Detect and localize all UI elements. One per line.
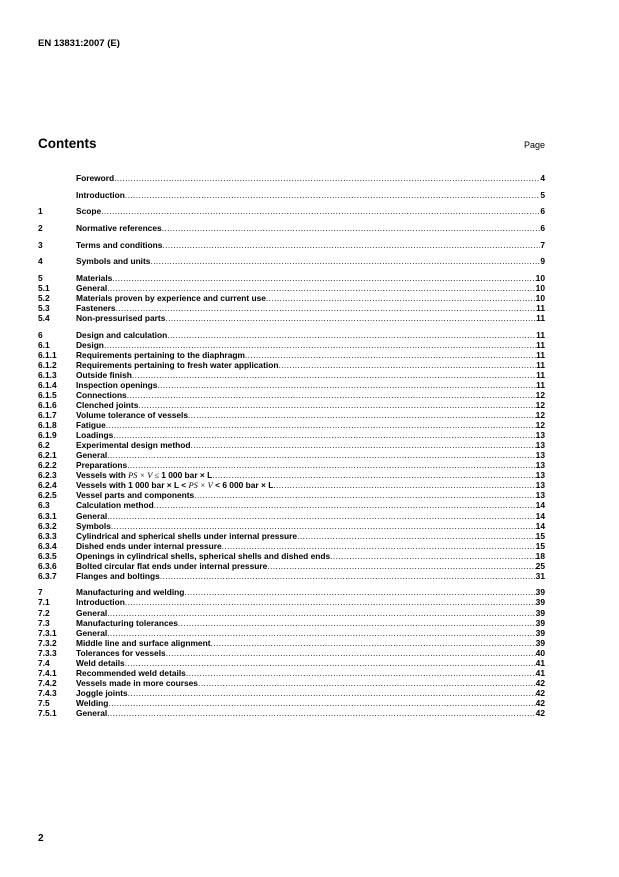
toc-entry-number: 5.1 bbox=[38, 282, 50, 293]
toc-entry[interactable] bbox=[38, 551, 545, 561]
toc-entry-page: 10 bbox=[535, 292, 545, 303]
toc-entry[interactable] bbox=[38, 303, 545, 313]
toc-entry-page: 7 bbox=[540, 239, 545, 250]
toc-entry-title: Outside finish bbox=[76, 369, 132, 380]
contents-title: Contents bbox=[38, 136, 97, 151]
dot-leader bbox=[266, 293, 536, 303]
toc-entry-page: 10 bbox=[535, 282, 545, 293]
toc-entry[interactable] bbox=[38, 698, 545, 708]
dot-leader bbox=[128, 688, 536, 698]
toc-entry-page: 10 bbox=[535, 272, 545, 283]
toc-entry-page: 14 bbox=[535, 500, 545, 511]
dot-leader bbox=[114, 173, 540, 183]
toc-entry-number: 6.2.4 bbox=[38, 480, 57, 491]
toc-entry-page: 42 bbox=[535, 687, 545, 698]
toc-entry-number: 6.1.3 bbox=[38, 369, 57, 380]
toc-entry[interactable] bbox=[38, 380, 545, 390]
toc-entry-page: 14 bbox=[535, 520, 545, 531]
dot-leader bbox=[245, 350, 536, 360]
toc-entry-page: 39 bbox=[535, 617, 545, 628]
toc-entry-title-math: PS × V bbox=[188, 481, 213, 491]
toc-entry-number: 6.2.5 bbox=[38, 490, 57, 501]
toc-entry-page: 11 bbox=[536, 349, 545, 360]
toc-entry-number: 7.5.1 bbox=[38, 708, 57, 718]
dot-leader bbox=[107, 608, 535, 618]
dot-leader bbox=[111, 521, 536, 531]
toc-entry-number: 6.1.5 bbox=[38, 389, 57, 400]
toc-entry-number: 7.3.1 bbox=[38, 627, 57, 638]
toc-entry-number: 7.4 bbox=[38, 657, 50, 668]
toc-entry-number: 4 bbox=[38, 256, 43, 267]
dot-leader bbox=[297, 531, 536, 541]
dot-leader bbox=[107, 511, 535, 521]
toc-entry[interactable] bbox=[38, 511, 545, 521]
dot-leader bbox=[106, 420, 536, 430]
toc-entry[interactable] bbox=[38, 531, 545, 541]
toc-entry-number: 6.3.3 bbox=[38, 530, 57, 541]
toc-entry[interactable] bbox=[38, 360, 545, 370]
toc-entry[interactable] bbox=[38, 340, 545, 350]
toc-entry-title: General bbox=[76, 510, 108, 521]
toc-entry-page: 13 bbox=[535, 480, 545, 491]
dot-leader bbox=[212, 470, 535, 480]
dot-leader bbox=[104, 340, 536, 350]
toc-entry-page: 39 bbox=[535, 587, 545, 598]
toc-entry-page: 12 bbox=[535, 420, 545, 431]
toc-entry-number: 6.1.1 bbox=[38, 349, 57, 360]
toc-entry-title: Fasteners bbox=[76, 302, 116, 313]
toc-entry-number: 6.3.4 bbox=[38, 540, 57, 551]
toc-entry-number: 6 bbox=[38, 329, 43, 340]
toc-entry[interactable] bbox=[38, 648, 545, 658]
toc-entry-title: Materials bbox=[76, 272, 113, 283]
toc-entry[interactable] bbox=[38, 678, 545, 688]
toc-entry-number: 7.3 bbox=[38, 617, 50, 628]
toc-entry-title: Joggle joints bbox=[76, 687, 128, 698]
toc-entry-title: General bbox=[76, 450, 108, 461]
dot-leader bbox=[113, 430, 535, 440]
toc-entry[interactable] bbox=[38, 618, 545, 628]
toc-entry-page: 14 bbox=[535, 510, 545, 521]
toc-entry[interactable] bbox=[38, 571, 545, 581]
toc-entry[interactable] bbox=[38, 668, 545, 678]
toc-entry-page: 4 bbox=[540, 173, 545, 183]
toc-entry-title: Welding bbox=[76, 697, 109, 708]
toc-entry-title: Recommended weld details bbox=[76, 667, 186, 678]
toc-entry-page: 11 bbox=[536, 339, 545, 350]
toc-entry-number: 7.4.2 bbox=[38, 677, 57, 688]
toc-entry-title: Design bbox=[76, 339, 104, 350]
toc-entry-title: General bbox=[76, 708, 108, 718]
dot-leader bbox=[101, 206, 540, 216]
toc-entry-title: Fatigue bbox=[76, 420, 106, 431]
table-of-contents bbox=[38, 173, 545, 718]
dot-leader bbox=[160, 571, 536, 581]
toc-entry[interactable] bbox=[38, 608, 545, 618]
dot-leader bbox=[116, 303, 537, 313]
toc-entry[interactable] bbox=[38, 330, 545, 340]
toc-entry-number: 5.3 bbox=[38, 302, 50, 313]
dot-leader bbox=[166, 648, 536, 658]
toc-entry-title: Manufacturing tolerances bbox=[76, 617, 178, 628]
toc-entry-number: 6.1 bbox=[38, 339, 50, 350]
toc-entry-number: 6.1.6 bbox=[38, 400, 57, 410]
toc-entry-page: 13 bbox=[535, 430, 545, 441]
toc-entry-title: Clenched joints bbox=[76, 400, 139, 410]
toc-entry-page: 11 bbox=[536, 359, 545, 370]
toc-entry-page: 18 bbox=[535, 550, 545, 561]
toc-entry[interactable] bbox=[38, 420, 545, 430]
toc-entry-number: 6.2.2 bbox=[38, 460, 57, 471]
toc-entry-title: Experimental design method bbox=[76, 440, 191, 451]
toc-entry[interactable] bbox=[38, 370, 545, 380]
toc-entry-title: Cylindrical and spherical shells under internal pressure bbox=[76, 530, 298, 541]
toc-entry-title-part: Vessels with bbox=[76, 470, 129, 481]
toc-entry[interactable] bbox=[38, 490, 545, 500]
page-number: 2 bbox=[38, 833, 44, 844]
toc-entry-page: 5 bbox=[540, 189, 545, 200]
dot-leader bbox=[107, 283, 535, 293]
toc-entry-number: 6.1.2 bbox=[38, 359, 57, 370]
toc-entry-title: Introduction bbox=[76, 189, 125, 200]
toc-entry-number: 6.1.9 bbox=[38, 430, 57, 441]
toc-entry-number: 5.4 bbox=[38, 313, 50, 324]
dot-leader bbox=[125, 597, 536, 607]
toc-entry-title: Weld details bbox=[76, 657, 125, 668]
toc-entry[interactable] bbox=[38, 283, 545, 293]
toc-entry-title: Dished ends under internal pressure bbox=[76, 540, 222, 551]
toc-entry[interactable] bbox=[38, 240, 545, 250]
toc-entry[interactable] bbox=[38, 190, 545, 200]
toc-entry-title: Materials proven by experience and current use bbox=[76, 292, 266, 303]
toc-entry-number: 5 bbox=[38, 272, 43, 283]
toc-entry-title: Vessel parts and components bbox=[76, 490, 195, 501]
toc-entry-title: Inspection openings bbox=[76, 379, 158, 390]
toc-entry[interactable] bbox=[38, 173, 545, 183]
toc-entry-title: Volume tolerance of vessels bbox=[76, 410, 189, 421]
toc-entry[interactable] bbox=[38, 628, 545, 638]
toc-entry-page: 6 bbox=[540, 222, 545, 233]
toc-entry[interactable] bbox=[38, 658, 545, 668]
dot-leader bbox=[108, 698, 535, 708]
toc-entry-number: 6.2.3 bbox=[38, 470, 57, 481]
toc-entry[interactable] bbox=[38, 410, 545, 420]
toc-entry-title: General bbox=[76, 282, 108, 293]
toc-entry-page: 6 bbox=[540, 206, 545, 217]
dot-leader bbox=[278, 360, 536, 370]
dot-leader bbox=[188, 410, 536, 420]
dot-leader bbox=[125, 658, 536, 668]
dot-leader bbox=[132, 370, 536, 380]
toc-entry-title: Introduction bbox=[76, 597, 125, 608]
dot-leader bbox=[186, 668, 536, 678]
toc-entry-number: 6.2.1 bbox=[38, 450, 57, 461]
toc-entry-title: Requirements pertaining to fresh water application bbox=[76, 359, 279, 370]
dot-leader bbox=[127, 460, 535, 470]
dot-leader bbox=[211, 638, 536, 648]
dot-leader bbox=[150, 256, 540, 266]
toc-entry[interactable] bbox=[38, 273, 545, 283]
toc-entry-title: Preparations bbox=[76, 460, 128, 471]
toc-entry-title: Calculation method bbox=[76, 500, 154, 511]
toc-entry[interactable] bbox=[38, 561, 545, 571]
toc-entry[interactable] bbox=[38, 206, 545, 216]
toc-entry-number: 6.3.2 bbox=[38, 520, 57, 531]
dot-leader bbox=[107, 628, 535, 638]
toc-entry-number: 6.2 bbox=[38, 440, 50, 451]
toc-entry-page: 31 bbox=[535, 570, 545, 581]
toc-entry-title: Tolerances for vessels bbox=[76, 647, 166, 658]
toc-entry[interactable] bbox=[38, 587, 545, 597]
toc-entry[interactable] bbox=[38, 597, 545, 607]
toc-entry-number: 1 bbox=[38, 206, 43, 217]
dot-leader bbox=[157, 380, 536, 390]
toc-entry-number: 6.1.7 bbox=[38, 410, 57, 421]
dot-leader bbox=[178, 618, 536, 628]
toc-entry-number: 6.1.4 bbox=[38, 379, 57, 390]
toc-entry[interactable] bbox=[38, 470, 545, 480]
dot-leader bbox=[125, 190, 540, 200]
dot-leader bbox=[190, 440, 535, 450]
toc-entry-page: 39 bbox=[535, 597, 545, 608]
page-column-label: Page bbox=[523, 140, 545, 150]
toc-entry-number: 7.2 bbox=[38, 607, 50, 618]
dot-leader bbox=[194, 490, 535, 500]
toc-entry-page: 12 bbox=[535, 400, 545, 410]
toc-entry-title: Manufacturing and welding bbox=[76, 587, 185, 598]
toc-entry-page: 15 bbox=[535, 530, 545, 541]
toc-entry[interactable] bbox=[38, 480, 545, 490]
toc-entry-number: 6.3.6 bbox=[38, 560, 57, 571]
toc-entry-title: Scope bbox=[76, 206, 102, 217]
dot-leader bbox=[107, 708, 535, 718]
toc-entry-title: Flanges and boltings bbox=[76, 570, 160, 581]
toc-entry-title: Connections bbox=[76, 389, 127, 400]
toc-entry-title-part: < 6 000 bar × L bbox=[212, 480, 274, 491]
toc-entry[interactable] bbox=[38, 708, 545, 718]
dot-leader bbox=[162, 223, 541, 233]
toc-entry-title-math: PS × V ≤ bbox=[128, 471, 159, 481]
toc-entry-page: 9 bbox=[540, 256, 545, 267]
toc-entry[interactable] bbox=[38, 440, 545, 450]
toc-entry-number: 2 bbox=[38, 222, 43, 233]
toc-entry-page: 11 bbox=[536, 369, 545, 380]
dot-leader bbox=[222, 541, 536, 551]
toc-entry-page: 12 bbox=[535, 389, 545, 400]
toc-entry[interactable] bbox=[38, 638, 545, 648]
dot-leader bbox=[112, 273, 535, 283]
dot-leader bbox=[167, 330, 536, 340]
toc-entry[interactable] bbox=[38, 293, 545, 303]
document-id: EN 13831:2007 (E) bbox=[38, 38, 120, 49]
toc-entry-title: Loadings bbox=[76, 430, 114, 441]
toc-entry-page: 40 bbox=[535, 647, 545, 658]
toc-entry-title: Vessels made in more courses bbox=[76, 677, 198, 688]
toc-entry-title: Design and calculation bbox=[76, 329, 168, 340]
toc-entry-page: 12 bbox=[535, 410, 545, 421]
toc-entry[interactable] bbox=[38, 521, 545, 531]
toc-entry-number: 7.3.3 bbox=[38, 647, 57, 658]
toc-entry-number: 7.3.2 bbox=[38, 637, 57, 648]
toc-entry-title: Requirements pertaining to the diaphragm bbox=[76, 349, 245, 360]
toc-entry-title-part: Vessels with 1 000 bar × L < bbox=[76, 480, 189, 491]
dot-leader bbox=[184, 587, 535, 597]
toc-entry-number: 6.3.1 bbox=[38, 510, 57, 521]
toc-entry-page: 42 bbox=[535, 708, 545, 718]
toc-entry-title: Openings in cylindrical shells, spherical shells and dished ends bbox=[76, 550, 331, 561]
toc-entry-number: 6.3 bbox=[38, 500, 50, 511]
toc-entry-title: Symbols bbox=[76, 520, 111, 531]
toc-entry-page: 39 bbox=[535, 637, 545, 648]
toc-entry-title: Middle line and surface alignment bbox=[76, 637, 211, 648]
dot-leader bbox=[267, 561, 535, 571]
toc-entry[interactable] bbox=[38, 390, 545, 400]
toc-entry-title-part: 1 000 bar × L bbox=[158, 470, 213, 481]
toc-entry-page: 11 bbox=[536, 379, 545, 390]
toc-entry-number: 7 bbox=[38, 587, 43, 598]
toc-entry-number: 7.4.3 bbox=[38, 687, 57, 698]
dot-leader bbox=[162, 240, 540, 250]
dot-leader bbox=[165, 313, 536, 323]
toc-entry-title: General bbox=[76, 627, 108, 638]
toc-entry[interactable] bbox=[38, 500, 545, 510]
toc-entry-title: Bolted circular flat ends under internal pressure bbox=[76, 560, 268, 571]
toc-entry-title: Terms and conditions bbox=[76, 239, 163, 250]
toc-entry[interactable] bbox=[38, 460, 545, 470]
toc-entry-page: 41 bbox=[535, 667, 545, 678]
toc-entry[interactable] bbox=[38, 450, 545, 460]
dot-leader bbox=[107, 450, 535, 460]
toc-entry-page: 13 bbox=[535, 460, 545, 471]
dot-leader bbox=[273, 480, 535, 490]
toc-entry-number: 7.5 bbox=[38, 697, 50, 708]
toc-entry-title: Non-pressurised parts bbox=[76, 313, 166, 324]
toc-entry-page: 41 bbox=[535, 657, 545, 668]
toc-entry-title: Symbols and units bbox=[76, 256, 151, 267]
toc-entry-page: 13 bbox=[535, 450, 545, 461]
dot-leader bbox=[330, 551, 536, 561]
toc-entry-page: 42 bbox=[535, 697, 545, 708]
toc-entry[interactable] bbox=[38, 223, 545, 233]
toc-entry-number: 5.2 bbox=[38, 292, 50, 303]
toc-entry-number: 7.4.1 bbox=[38, 667, 57, 678]
toc-entry-page: 39 bbox=[535, 607, 545, 618]
toc-entry-number: 6.1.8 bbox=[38, 420, 57, 431]
toc-entry-page: 11 bbox=[536, 329, 545, 340]
dot-leader bbox=[138, 400, 535, 410]
toc-entry-number: 3 bbox=[38, 239, 43, 250]
dot-leader bbox=[154, 500, 536, 510]
toc-entry-page: 13 bbox=[535, 470, 545, 481]
toc-entry[interactable] bbox=[38, 350, 545, 360]
toc-entry[interactable] bbox=[38, 430, 545, 440]
toc-entry-number: 6.3.7 bbox=[38, 570, 57, 581]
toc-entry-page: 15 bbox=[535, 540, 545, 551]
toc-entry-title: General bbox=[76, 607, 108, 618]
toc-entry-page: 11 bbox=[536, 302, 545, 313]
toc-entry-title: Normative references bbox=[76, 222, 162, 233]
toc-entry-page: 25 bbox=[535, 560, 545, 571]
toc-entry-page: 13 bbox=[535, 440, 545, 451]
toc-entry-number: 6.3.5 bbox=[38, 550, 57, 561]
toc-entry[interactable] bbox=[38, 541, 545, 551]
toc-entry-page: 42 bbox=[535, 677, 545, 688]
toc-entry[interactable] bbox=[38, 400, 545, 410]
toc-entry-page: 13 bbox=[535, 490, 545, 501]
toc-entry-number: 7.1 bbox=[38, 597, 50, 608]
toc-entry[interactable] bbox=[38, 256, 545, 266]
toc-entry-page: 39 bbox=[535, 627, 545, 638]
toc-entry[interactable] bbox=[38, 313, 545, 323]
toc-entry-page: 11 bbox=[536, 313, 545, 324]
dot-leader bbox=[198, 678, 536, 688]
dot-leader bbox=[127, 390, 536, 400]
toc-entry-title: Foreword bbox=[76, 173, 115, 183]
toc-entry[interactable] bbox=[38, 688, 545, 698]
